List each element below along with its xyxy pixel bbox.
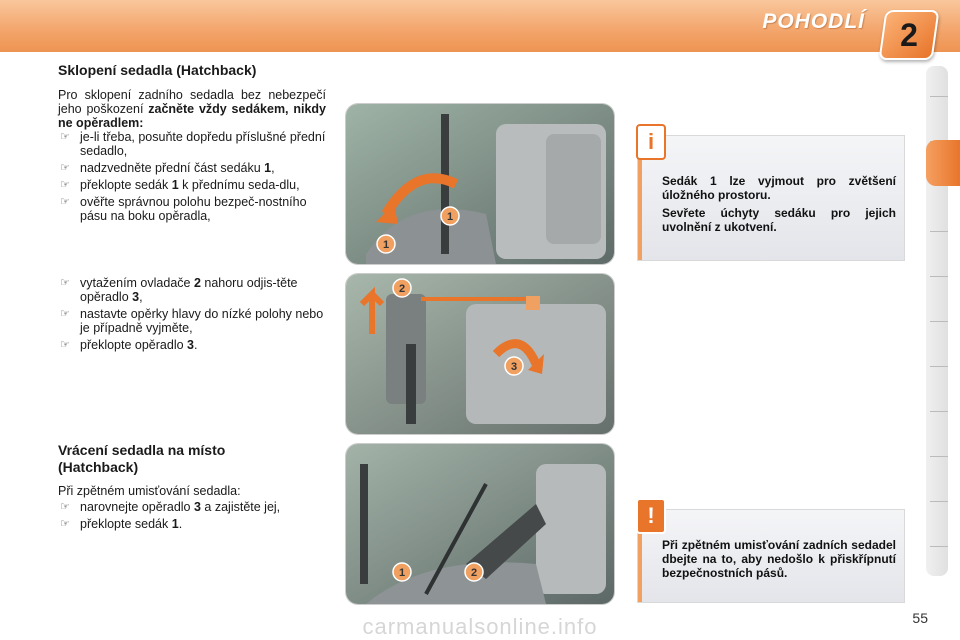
intro-paragraph bbox=[58, 88, 326, 130]
list-item: ☞ nadzvedněte přední část sedáku 1, bbox=[60, 161, 275, 175]
bullet-pointer-icon: ☞ bbox=[60, 339, 70, 351]
bullet-pointer-icon: ☞ bbox=[60, 162, 70, 174]
list-item: ☞ ověřte správnou polohu bezpeč-nostního pásu na boku opěradla, bbox=[60, 195, 307, 223]
list-item: ☞ překlopte sedák 1. bbox=[60, 517, 183, 531]
photo-marker-label: 1 bbox=[446, 211, 454, 223]
section-title-folding: Sklopení sedadla (Hatchback) bbox=[58, 62, 257, 78]
list-item: ☞ nastavte opěrky hlavy do nízké polohy nebo je případně vyjměte, bbox=[60, 307, 324, 335]
watermark: carmanualsonline.info bbox=[362, 614, 598, 639]
bullet-pointer-icon: ☞ bbox=[60, 308, 70, 320]
warning-note-text: Při zpětném umisťování zadních sedadel dbejte na to, aby nedošlo k přiskřípnutí bezpečnostních pásů. bbox=[662, 538, 896, 580]
intro-text: Pro sklopení zadního sedadla bez nebezpečí jeho poškození bbox=[58, 88, 326, 116]
folding-steps-list bbox=[58, 130, 328, 226]
bullet-pointer-icon: ☞ bbox=[60, 501, 70, 513]
bullet-pointer-icon: ☞ bbox=[60, 518, 70, 530]
photo-marker-label: 3 bbox=[510, 361, 518, 373]
return-steps-list bbox=[58, 500, 328, 534]
chapter-number-badge bbox=[878, 10, 939, 60]
list-item: ☞ je-li třeba, posuňte dopředu příslušné přední sedadlo, bbox=[60, 130, 326, 158]
chapter-title: POHODLÍ bbox=[762, 10, 865, 33]
photo-marker-label: 2 bbox=[470, 567, 478, 579]
warning-icon: ! bbox=[636, 498, 666, 534]
seat-cushion-fold-illustration bbox=[346, 104, 614, 264]
backrest-fold-illustration bbox=[346, 274, 614, 434]
list-item: ☞ překlopte sedák 1 k přednímu seda-dlu, bbox=[60, 178, 300, 192]
photo-marker-label: 1 bbox=[382, 239, 390, 251]
info-icon: i bbox=[636, 124, 666, 160]
info-note-box bbox=[638, 129, 904, 260]
seat-return-illustration bbox=[346, 444, 614, 604]
photo-marker-label: 1 bbox=[398, 567, 406, 579]
warning-note-box bbox=[638, 503, 904, 602]
chapter-number: 2 bbox=[900, 17, 918, 53]
page-header bbox=[0, 0, 960, 52]
active-chapter-tab[interactable] bbox=[926, 140, 960, 186]
bullet-pointer-icon: ☞ bbox=[60, 131, 70, 143]
photo-marker-label: 2 bbox=[398, 283, 406, 295]
page-number: 55 bbox=[912, 610, 928, 626]
return-intro: Při zpětném umisťování sedadla: bbox=[58, 484, 241, 498]
bullet-pointer-icon: ☞ bbox=[60, 196, 70, 208]
info-note-line-1: Sedák 1 lze vyjmout pro zvětšení úložného prostoru. bbox=[662, 174, 896, 202]
list-item: ☞ překlopte opěradlo 3. bbox=[60, 338, 198, 352]
info-note-line-2: Sevřete úchyty sedáku pro jejich uvolnění z ukotvení. bbox=[662, 206, 896, 234]
list-item: ☞ vytažením ovladače 2 nahoru odjis-těte opěradlo 3, bbox=[60, 276, 298, 304]
intro-bold-text: začněte vždy sedákem, nikdy ne opěradlem: bbox=[58, 102, 327, 130]
bullet-pointer-icon: ☞ bbox=[60, 277, 70, 289]
bullet-pointer-icon: ☞ bbox=[60, 179, 70, 191]
section-title-returning: Vrácení sedadla na místo (Hatchback) bbox=[58, 442, 226, 475]
list-item: ☞ narovnejte opěradlo 3 a zajistěte jej, bbox=[60, 500, 281, 514]
backrest-steps-list bbox=[58, 276, 328, 355]
